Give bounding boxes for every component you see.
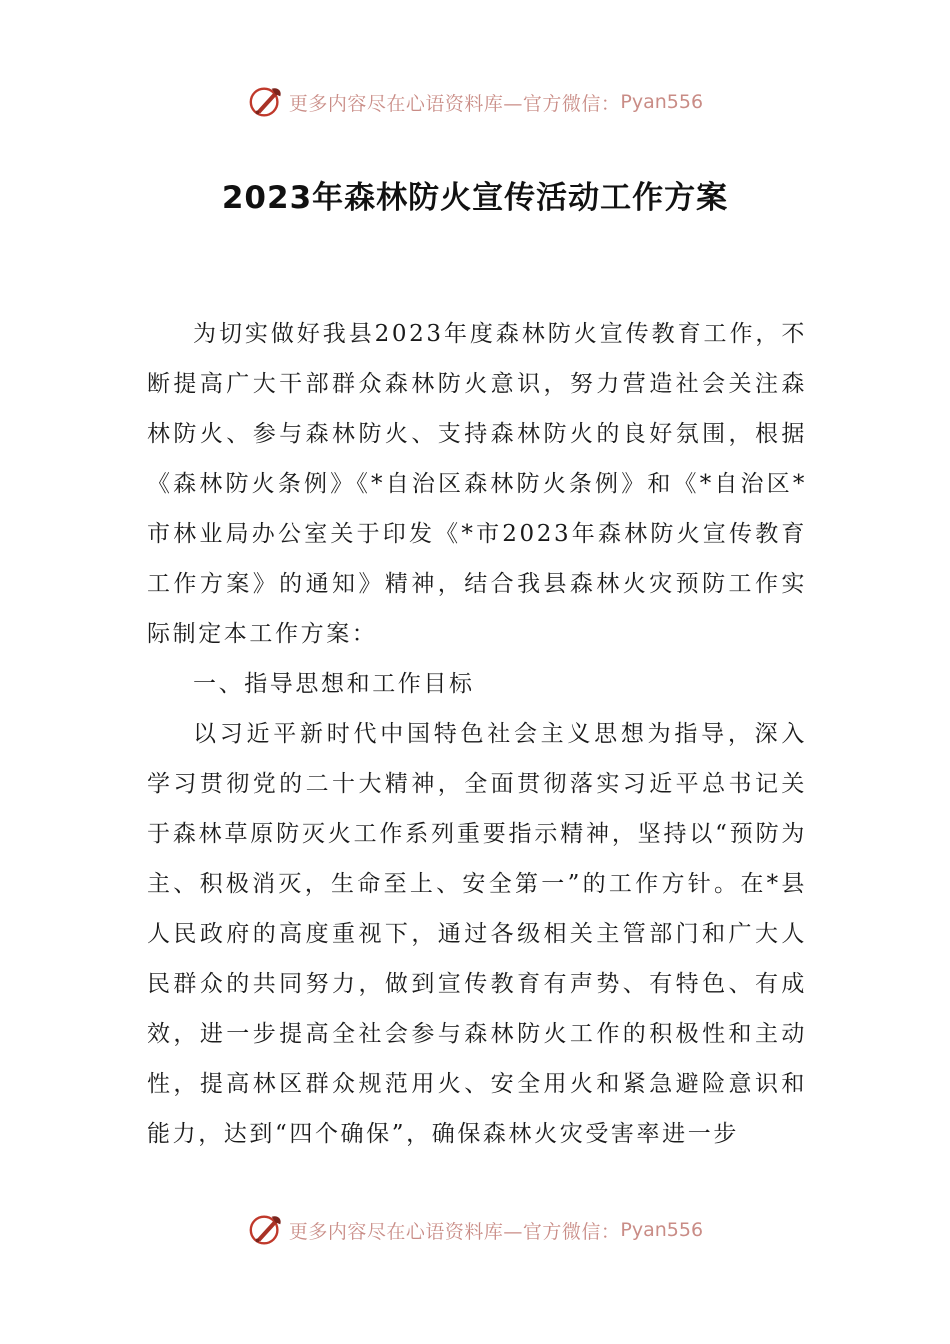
watermark-wechat-id: Pyan556: [620, 1219, 704, 1241]
header-watermark: [0, 82, 950, 122]
section-heading-1: 一、指导思想和工作目标: [193, 671, 475, 697]
quill-logo-icon: [247, 1211, 285, 1249]
paragraph-guiding-ideology: 以习近平新时代中国特色社会主义思想为指导，深入学习贯彻党的二十大精神，全面贯彻落实习近平总书记关于森林草原防灭火工作系列重要指示精神，坚持以“预防为主、积极消灭，生命至上、安全第一”的工作方针。在*县人民政府的高度重视下，通过各级相关主管部门和广大人民群众的共同努力，做到宣传教育有声势、有特色、有成效，进一步提高全社会参与森林防火工作的积极性和主动性，提高林区群众规范用火、安全用火和紧急避险意识和能力，达到“四个确保”，确保森林火灾受害率进一步: [147, 721, 807, 1147]
paragraph-intro: 为切实做好我县2023年度森林防火宣传教育工作，不断提高广大干部群众森林防火意识，努力营造社会关注森林防火、参与森林防火、支持森林防火的良好氛围，根据《森林防火条例》《*自治区森林防火条例》和《*自治区*市林业局办公室关于印发《*市2023年森林防火宣传教育工作方案》的通知》精神，结合我县森林火灾预防工作实际制定本工作方案：: [147, 321, 807, 647]
watermark-text: 更多内容尽在心语资料库—官方微信：: [288, 1220, 621, 1243]
watermark-text: 更多内容尽在心语资料库—官方微信：: [288, 92, 621, 115]
watermark-wechat-id: Pyan556: [620, 91, 704, 113]
document-title: 2023年森林防火宣传活动工作方案: [221, 180, 729, 216]
document-body: [147, 309, 807, 1159]
footer-watermark: [0, 1210, 950, 1250]
quill-logo-icon: [247, 83, 285, 121]
